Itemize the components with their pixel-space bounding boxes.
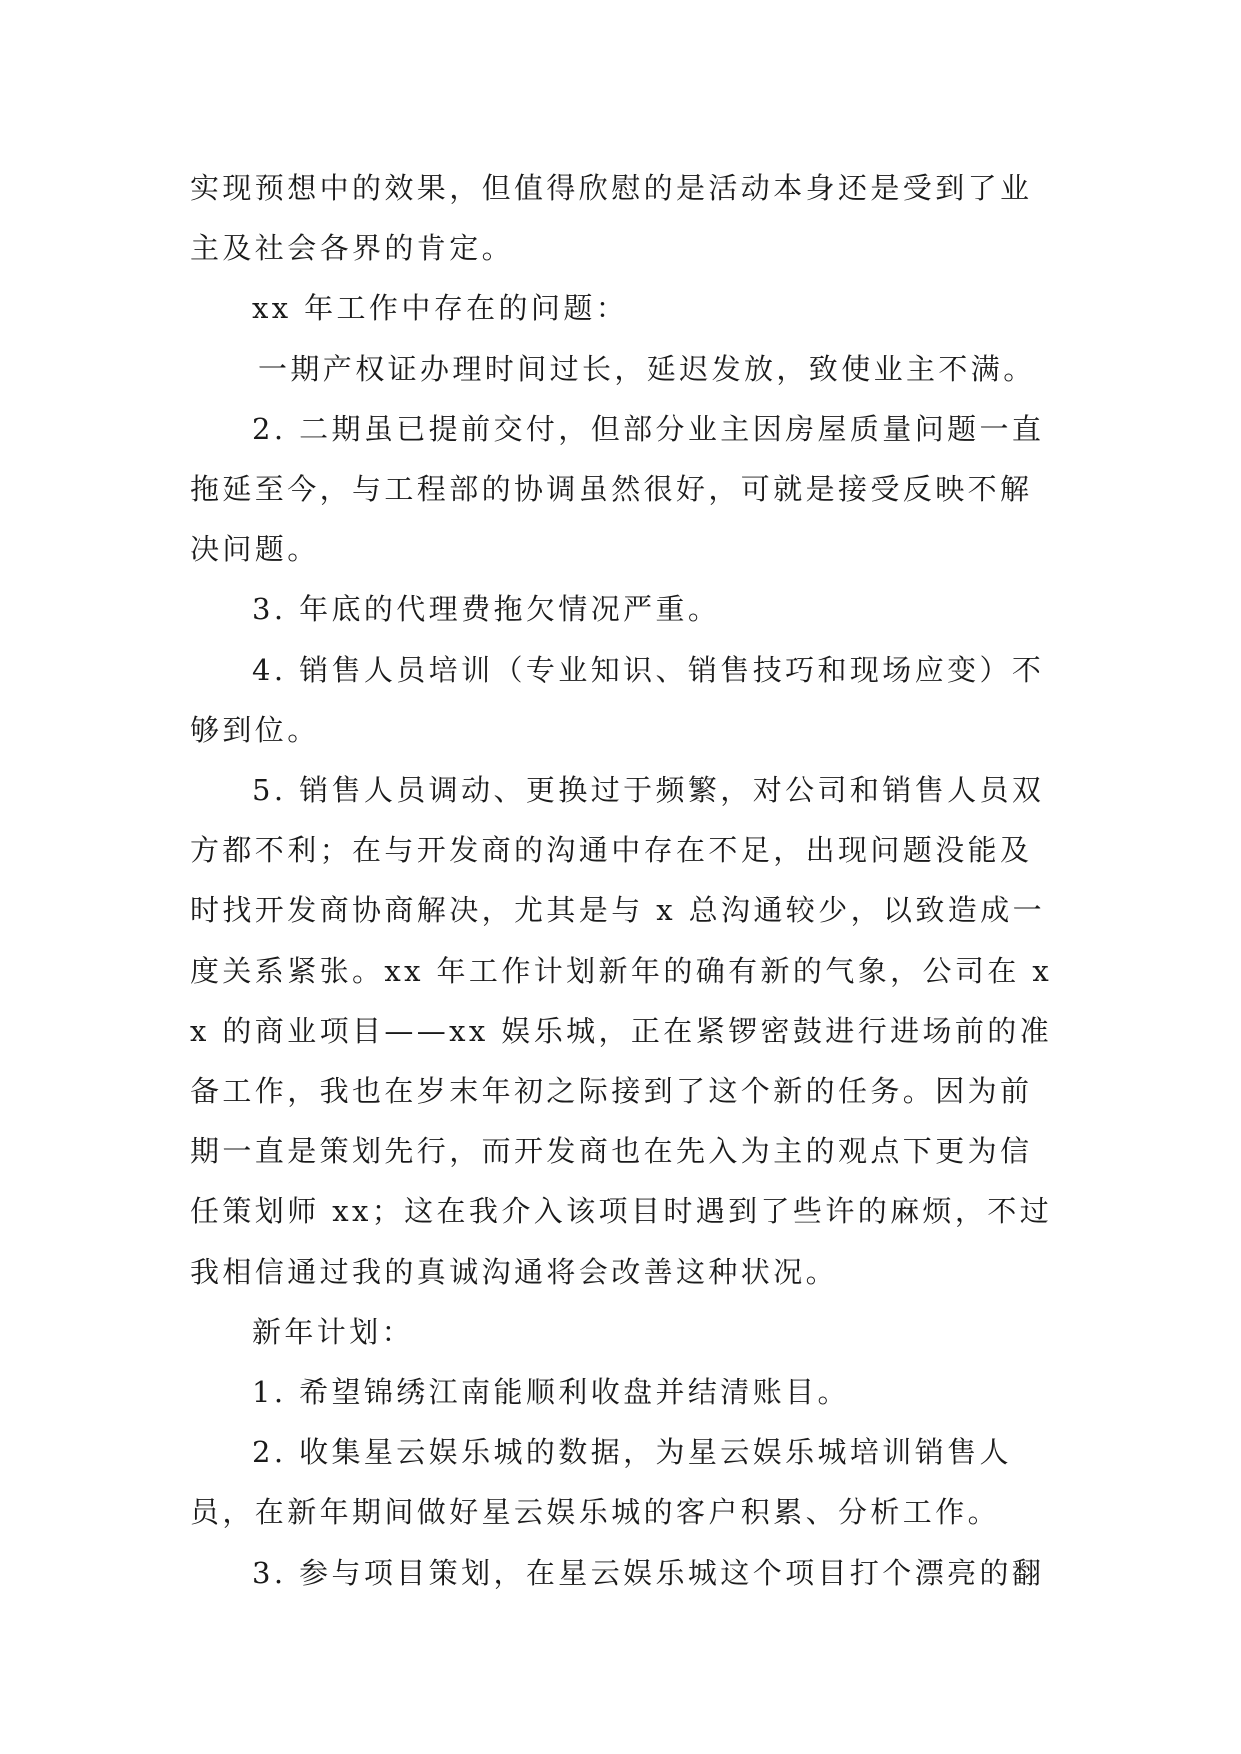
paragraph-problems-heading: xx 年工作中存在的问题： bbox=[252, 291, 629, 326]
paragraph-problem-2: 2. 二期虽已提前交付，但部分业主因房屋质量问题一直拖延至今，与工程部的协调虽然很好，可就是接受反映不解决问题。 bbox=[190, 411, 1045, 567]
paragraph-problem-1: 一期产权证办理时间过长，延迟发放，致使业主不满。 bbox=[258, 351, 1036, 386]
paragraph-plan-heading: 新年计划： bbox=[252, 1314, 415, 1349]
paragraph-plan-1: 1. 希望锦绣江南能顺利收盘并结清账目。 bbox=[252, 1375, 850, 1410]
paragraph-plan-3: 3. 参与项目策划，在星云娱乐城这个项目打个漂亮的翻 bbox=[252, 1555, 1045, 1590]
paragraph-problem-5: 5. 销售人员调动、更换过于频繁，对公司和销售人员双方都不利；在与开发商的沟通中存在不足，出现问题没能及时找开发商协商解决，尤其是与 x 总沟通较少，以致造成一度关系紧张。xx 年工作计划新年的确有新的气象，公司在 xx 的商业项目——xx 娱乐城，正在紧锣密鼓进行进场前的准备工作，我也在岁末年初之际接到了这个新的任务。因为前期一直是策划先行，而开发商也在先入为主的观点下更为信任策划师 xx；这在我介入该项目时遇到了些许的麻烦，不过我相信通过我的真诚沟通将会改善这种状况。 bbox=[190, 773, 1053, 1289]
paragraph-problem-3: 3. 年底的代理费拖欠情况严重。 bbox=[252, 592, 721, 627]
paragraph-plan-2: 2. 收集星云娱乐城的数据，为星云娱乐城培训销售人员，在新年期间做好星云娱乐城的客户积累、分析工作。 bbox=[190, 1435, 1012, 1530]
paragraph-continuation: 实现预想中的效果，但值得欣慰的是活动本身还是受到了业主及社会各界的肯定。 bbox=[190, 171, 1033, 266]
paragraph-problem-4: 4. 销售人员培训（专业知识、销售技巧和现场应变）不够到位。 bbox=[190, 652, 1045, 747]
document-body bbox=[190, 158, 1060, 1603]
